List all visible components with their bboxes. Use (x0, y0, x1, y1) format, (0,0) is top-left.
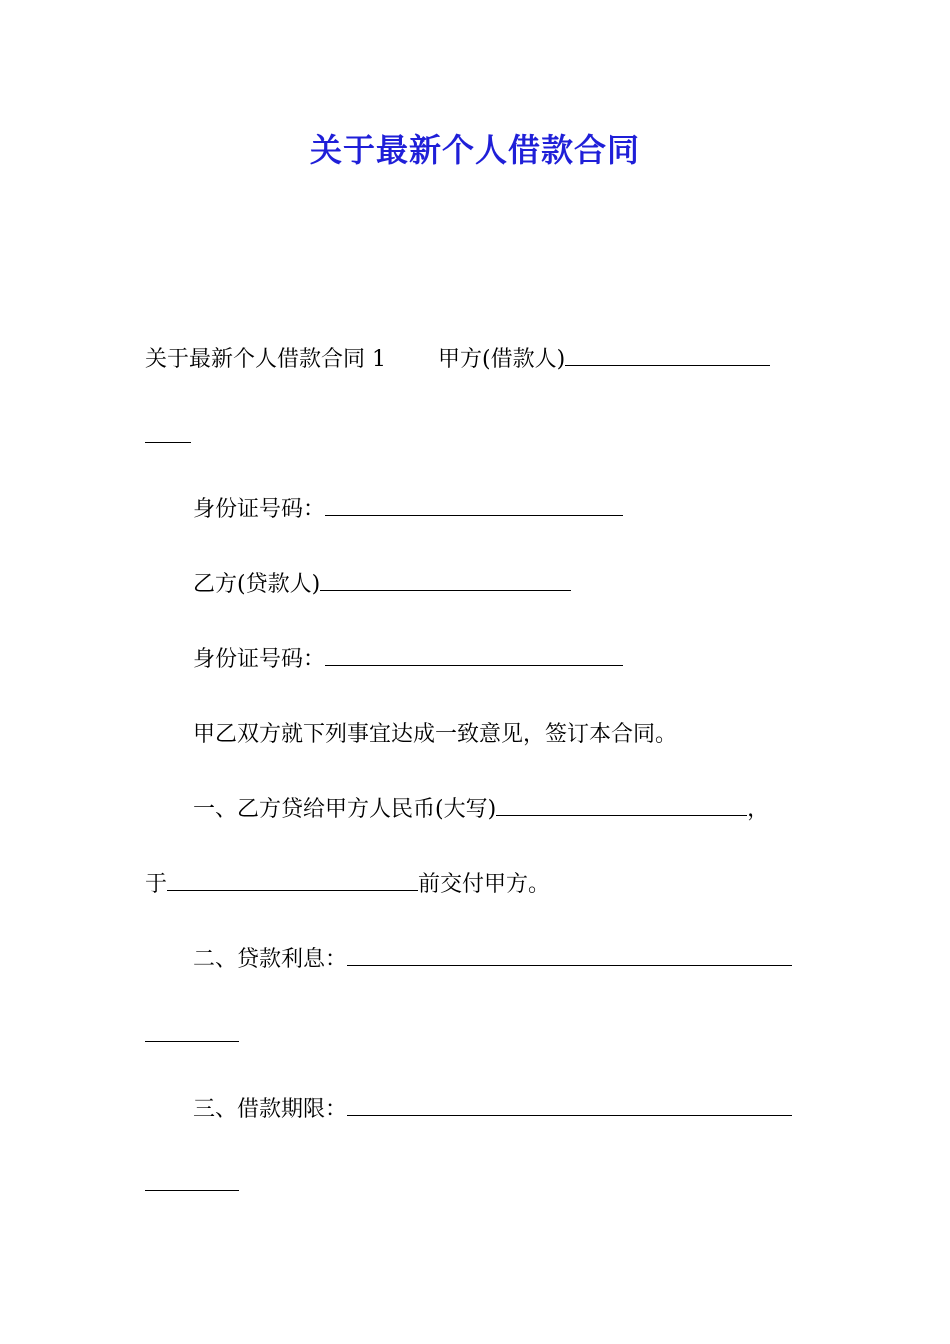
party-a-id-label: 身份证号码： (193, 497, 326, 522)
clause-1-line (193, 795, 769, 825)
interest-field-continuation[interactable] (145, 1041, 239, 1042)
agreement-paragraph: 甲乙双方就下列事宜达成一致意见，签订本合同。 (193, 722, 678, 747)
clause-3-text: 三、借款期限： (193, 1097, 348, 1122)
loan-term-field-continuation[interactable] (145, 1190, 239, 1191)
clause-2-line (193, 945, 792, 975)
clause-1-text: 一、乙方贷给甲方人民币(大写) (193, 797, 497, 822)
party-a-id-line (193, 495, 623, 525)
party-a-name-field[interactable] (565, 345, 770, 366)
party-b-id-line (193, 645, 623, 675)
party-a-id-field[interactable] (325, 495, 623, 516)
party-a-label: 甲方(借款人) (438, 347, 566, 372)
party-a-name-field-continuation[interactable] (145, 442, 191, 443)
clause-2-text: 二、贷款利息： (193, 947, 348, 972)
party-b-label: 乙方(贷款人) (193, 572, 321, 597)
contract-heading: 关于最新个人借款合同 1 (145, 347, 386, 372)
clause-1-prefix: 于 (145, 872, 168, 897)
party-b-name-field[interactable] (320, 570, 571, 591)
document-title: 关于最新个人借款合同 (309, 131, 640, 169)
clause-1-continuation (145, 870, 550, 900)
loan-amount-field[interactable] (496, 795, 747, 816)
clause-1-comma: ， (747, 797, 770, 822)
party-b-id-field[interactable] (325, 645, 623, 666)
party-b-id-label: 身份证号码： (193, 647, 326, 672)
clause-3-line (193, 1095, 792, 1125)
party-b-line (193, 570, 571, 600)
interest-field[interactable] (347, 945, 792, 966)
clause-1-suffix: 前交付甲方。 (418, 872, 551, 897)
loan-term-field[interactable] (347, 1095, 792, 1116)
delivery-date-field[interactable] (167, 870, 418, 891)
intro-line (145, 345, 770, 375)
